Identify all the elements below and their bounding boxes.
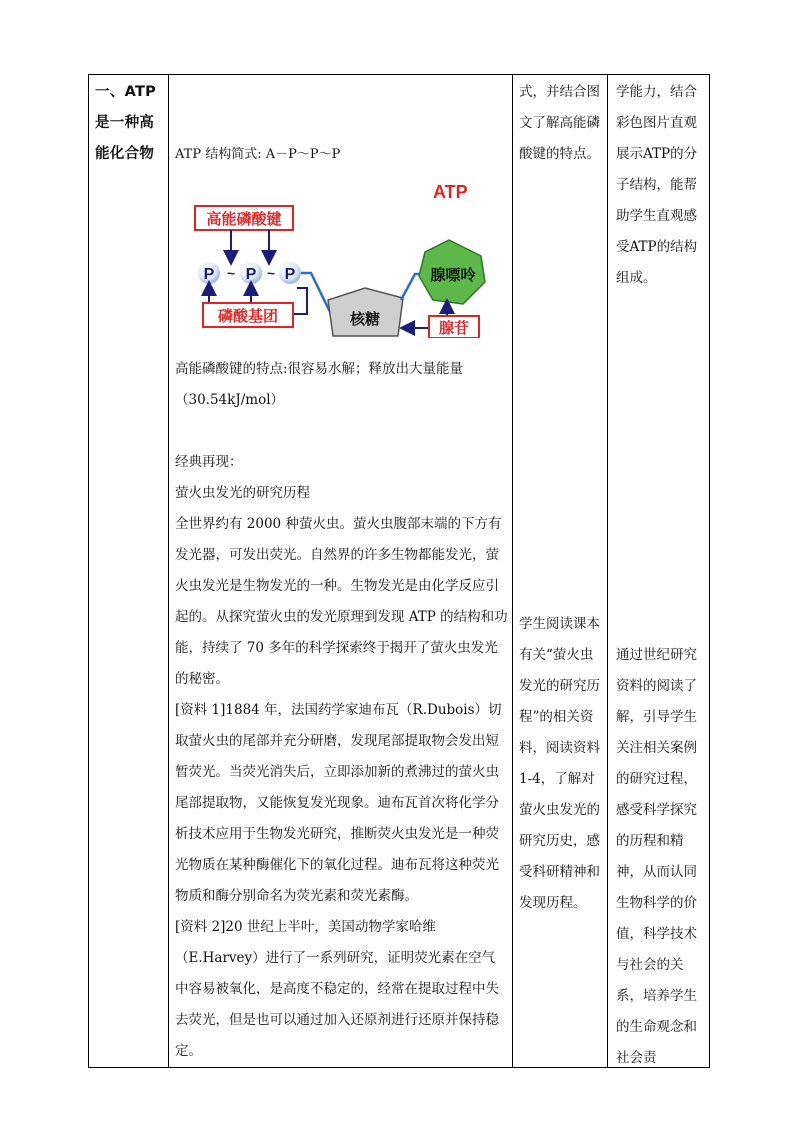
tilde-2: ~	[266, 265, 276, 281]
lesson-table	[88, 74, 710, 1068]
ribose-label: 核糖	[349, 310, 381, 328]
phosphate-2-label: P	[245, 266, 257, 283]
content-cell	[169, 75, 513, 1068]
topic-cell	[89, 75, 169, 1068]
story-title: 萤火虫发光的研究历程	[175, 485, 310, 501]
student-activity-cell	[513, 75, 608, 1068]
bond-feature-line-2: （30.54kJ/mol）	[175, 392, 285, 408]
atp-formula: ATP 结构简式: A－P～P～P	[175, 147, 341, 162]
section-title: 一、ATP是一种高能化合物	[95, 84, 157, 162]
material-1-paragraph: [资料 1]1884 年，法国药学家迪布瓦（R.Dubois）切取萤火虫的尾部并充分研磨，发现尾部提取物会发出短暂荧光。当荧光消失后，立即添加新的煮沸过的萤火虫尾部提取物，又能恢复发光现象。迪布瓦首次将化学分析技术应用于生物发光研究，推断荧火虫发光是一种荧光物质在某种酶催化下的氧化过程。迪布瓦将这种荧光物质和酶分别命名为荧光素和荧光素酶。	[175, 702, 502, 904]
phosphate-1-label: P	[203, 266, 215, 283]
student-activity-bottom: 学生阅读课本有关“萤火虫发光的研究历程”的相关资料，阅读资料 1-4，了解对萤火虫发光的研究历史，感受科研精神和发现历程。	[519, 616, 600, 911]
table-row	[89, 75, 710, 1068]
atp-structure-diagram	[193, 178, 503, 338]
classic-heading: 经典再现：	[175, 454, 243, 470]
bond-feature-line-1: 高能磷酸键的特点:很容易水解；释放出大量能量	[175, 361, 464, 377]
intro-paragraph: 全世界约有 2000 种萤火虫。萤火虫腹部末端的下方有发光器，可发出荧光。自然界的许多生物都能发光，萤火虫发光是生物发光的一种。生物发光是由化学反应引起的。从探究萤火虫的发光原理到发现 ATP 的结构和功能，持续了 70 多年的科学探索终于揭开了萤火虫发光的秘密。	[175, 516, 508, 687]
design-intent-bottom: 通过世纪研究资料的阅读了解，引导学生关注相关案例的研究过程，感受科学探究的历程和精神，从而认同生物科学的价值，科学技术与社会的关系，培养学生的生命观念和社会责	[616, 647, 697, 1066]
student-activity-top: 式，并结合图文了解高能磷酸键的特点。	[519, 84, 600, 162]
tilde-1: ~	[226, 265, 236, 281]
high-energy-bond-label: 高能磷酸键	[206, 210, 282, 228]
group-arrow-3	[293, 288, 307, 314]
adenine-label: 腺嘌呤	[430, 266, 476, 284]
phosphate-3-label: P	[284, 266, 296, 283]
phosphate-group-label: 磷酸基团	[217, 307, 279, 325]
design-intent-cell	[608, 75, 710, 1068]
material-2-paragraph: [资料 2]20 世纪上半叶，美国动物学家哈维（E.Harvey）进行了一系列研究，证明荧光素在空气中容易被氧化，是高度不稳定的，经常在提取过程中失去荧光，但是也可以通过加入还原剂进行还原并保持稳定。	[175, 919, 499, 1059]
atp-diagram-title: ATP	[433, 182, 468, 202]
adenosine-label: 腺苷	[438, 319, 470, 337]
design-intent-top: 学能力，结合彩色图片直观展示ATP的分子结构，能帮助学生直观感受ATP的结构组成。	[616, 84, 698, 286]
